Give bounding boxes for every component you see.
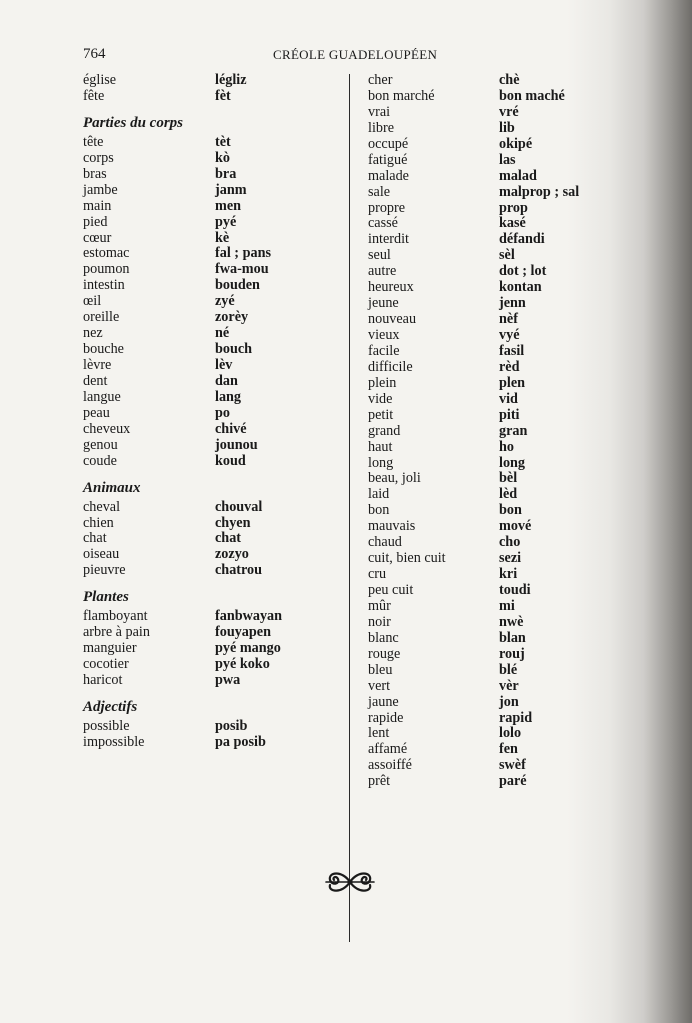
french-word: possible [83, 717, 130, 734]
vocab-row [83, 454, 338, 470]
vocab-row [368, 169, 628, 185]
french-word: cuit, bien cuit [368, 550, 446, 567]
french-word: facile [368, 342, 400, 359]
creole-word: chat [215, 530, 242, 547]
vocab-row [83, 183, 338, 199]
french-word: cru [368, 566, 387, 583]
creole-word: chivé [215, 420, 247, 437]
french-word: jeune [368, 295, 399, 312]
fleuron-ornament-icon [322, 866, 378, 898]
french-word: nouveau [368, 311, 417, 328]
vocab-row [83, 547, 338, 563]
french-word: mauvais [368, 518, 416, 535]
french-word: malade [368, 167, 409, 184]
vocab-row [368, 487, 628, 503]
vocab-row [368, 216, 628, 232]
creole-word: blan [499, 629, 526, 646]
vocab-row [368, 121, 628, 137]
creole-word: vèr [499, 677, 519, 694]
creole-word: lolo [499, 725, 522, 742]
creole-word: kò [215, 149, 230, 166]
vocab-row [83, 199, 338, 215]
running-title: CRÉOLE GUADELOUPÉEN [273, 47, 438, 62]
creole-word: plen [499, 374, 526, 391]
vocab-row [83, 342, 338, 358]
french-word: cœur [83, 229, 112, 246]
french-word: coude [83, 452, 117, 469]
creole-word: défandi [499, 231, 545, 248]
vocab-row [368, 201, 628, 217]
creole-word: rouj [499, 645, 525, 662]
vocab-row [83, 531, 338, 547]
french-word: peu cuit [368, 582, 414, 598]
french-word: langue [83, 388, 121, 405]
french-word: cocotier [83, 656, 129, 673]
vocab-row [368, 185, 628, 201]
vocab-row [368, 153, 628, 169]
vocab-row [368, 615, 628, 631]
creole-word: nèf [499, 311, 518, 328]
creole-word: lèv [215, 357, 233, 373]
french-word: haut [368, 438, 393, 455]
vocab-row [368, 264, 628, 280]
creole-word: pwa [215, 672, 241, 688]
french-word: fête [83, 87, 105, 104]
french-word: vert [368, 677, 391, 694]
creole-word: cho [499, 534, 521, 551]
french-word: dent [83, 372, 108, 389]
creole-word: gran [499, 422, 528, 439]
french-word: prêt [368, 773, 391, 790]
creole-word: sèl [499, 247, 515, 264]
column-divider [349, 74, 350, 942]
vocab-row [368, 424, 628, 440]
creole-word: kasé [499, 215, 526, 232]
french-word: arbre à pain [83, 624, 150, 641]
creole-word: malad [499, 167, 537, 184]
creole-word: mi [499, 597, 515, 614]
creole-word: dan [215, 372, 238, 389]
french-word: mûr [368, 597, 391, 614]
vocab-row [83, 500, 338, 516]
section-heading: Plantes [83, 589, 129, 606]
french-word: bleu [368, 661, 393, 678]
french-word: noir [368, 613, 391, 630]
vocab-row [83, 719, 338, 735]
vocab-row [368, 137, 628, 153]
vocab-row [83, 422, 338, 438]
vocab-row [83, 657, 338, 673]
creole-word: nwè [499, 613, 524, 630]
french-word: chaud [368, 534, 402, 551]
french-word: assoiffé [368, 757, 412, 774]
vocab-row [368, 89, 628, 105]
vocab-row [368, 726, 628, 742]
french-word: bon marché [368, 87, 435, 104]
vocab-row [368, 376, 628, 392]
vocab-row [368, 328, 628, 344]
creole-word: sezi [499, 550, 522, 567]
french-word: vrai [368, 103, 391, 120]
vocab-row [83, 673, 338, 689]
french-word: beau, joli [368, 470, 421, 487]
french-word: grand [368, 422, 401, 439]
french-word: chat [83, 530, 107, 547]
french-word: laid [368, 486, 390, 503]
vocab-row [83, 89, 338, 105]
creole-word: malprop ; sal [499, 183, 580, 200]
french-word: heureux [368, 279, 414, 296]
creole-word: chouval [215, 498, 263, 515]
french-word: bouche [83, 341, 124, 358]
creole-word: swèf [499, 757, 526, 774]
vocab-row [368, 344, 628, 360]
french-word: seul [368, 247, 391, 264]
vocab-row [368, 519, 628, 535]
vocab-row [368, 312, 628, 328]
vocab-row [368, 663, 628, 679]
french-word: œil [83, 293, 102, 310]
creole-word: ho [499, 438, 514, 455]
vocab-row [368, 551, 628, 567]
french-word: propre [368, 199, 406, 216]
creole-word: paré [499, 773, 527, 790]
vocab-row [368, 503, 628, 519]
vocab-row [83, 516, 338, 532]
creole-word: kontan [499, 279, 542, 296]
creole-word: bon maché [499, 87, 565, 104]
creole-word: kè [215, 229, 230, 246]
french-word: lent [368, 725, 390, 742]
french-word: cher [368, 72, 393, 88]
right-column [368, 73, 628, 790]
vocab-row [83, 246, 338, 262]
french-word: libre [368, 119, 394, 136]
vocab-row [83, 151, 338, 167]
creole-word: tèt [215, 133, 231, 150]
vocab-row [368, 647, 628, 663]
creole-word: lang [215, 388, 242, 405]
vocab-row [83, 231, 338, 247]
french-word: vide [368, 390, 393, 407]
vocab-row [368, 711, 628, 727]
french-word: interdit [368, 231, 409, 248]
vocab-row [368, 742, 628, 758]
vocab-row [368, 280, 628, 296]
creole-word: men [215, 197, 242, 214]
french-word: vieux [368, 327, 400, 343]
creole-word: okipé [499, 135, 533, 152]
french-word: bras [83, 165, 107, 182]
creole-word: vré [499, 103, 519, 120]
vocab-row [368, 599, 628, 615]
french-word: petit [368, 406, 394, 423]
creole-word: fèt [215, 87, 231, 104]
creole-word: lib [499, 119, 515, 136]
vocab-row [83, 735, 338, 751]
creole-word: mové [499, 518, 532, 535]
french-word: long [368, 454, 394, 471]
vocab-row [368, 105, 628, 121]
french-word: corps [83, 149, 114, 166]
vocab-row [83, 625, 338, 641]
creole-word: lèd [499, 486, 518, 503]
vocab-row [83, 358, 338, 374]
vocab-row [83, 278, 338, 294]
section-heading: Adjectifs [83, 698, 138, 715]
vocab-row [83, 374, 338, 390]
page-header [83, 46, 643, 66]
vocab-row [368, 440, 628, 456]
french-word: difficile [368, 358, 413, 375]
vocab-row [83, 294, 338, 310]
vocab-row [83, 135, 338, 151]
french-word: autre [368, 263, 397, 280]
creole-word: posib [215, 717, 248, 734]
french-word: manguier [83, 640, 137, 657]
french-word: poumon [83, 261, 130, 278]
creole-word: bouch [215, 341, 253, 358]
creole-word: chyen [215, 514, 251, 531]
section-heading: Animaux [83, 479, 141, 496]
vocab-row [83, 438, 338, 454]
vocab-row [83, 326, 338, 342]
vocab-row [83, 310, 338, 326]
french-word: rapide [368, 709, 404, 726]
vocab-row [368, 73, 628, 89]
creole-word: chatrou [215, 562, 263, 579]
french-word: peau [83, 404, 110, 421]
vocab-row [83, 563, 338, 579]
vocab-row [83, 390, 338, 406]
creole-word: pyé [215, 213, 237, 230]
vocab-row [83, 609, 338, 625]
french-word: main [83, 197, 112, 214]
creole-word: chè [499, 72, 520, 88]
french-word: affamé [368, 741, 408, 758]
vocab-row [368, 631, 628, 647]
creole-word: fen [499, 741, 518, 758]
french-word: intestin [83, 277, 125, 294]
french-word: sale [368, 183, 391, 200]
creole-word: zorèy [215, 309, 249, 326]
french-word: pieuvre [83, 562, 126, 579]
french-word: jambe [83, 181, 118, 198]
french-word: pied [83, 213, 108, 230]
vocab-row [368, 471, 628, 487]
creole-word: bra [215, 165, 237, 182]
creole-word: koud [215, 452, 246, 469]
french-word: tête [83, 133, 104, 150]
creole-word: long [499, 454, 526, 471]
creole-word: pyé koko [215, 656, 270, 673]
french-word: impossible [83, 733, 145, 750]
creole-word: toudi [499, 582, 531, 598]
vocab-row [368, 758, 628, 774]
vocab-row [83, 262, 338, 278]
creole-word: jenn [499, 295, 526, 312]
creole-word: fouyapen [215, 624, 271, 641]
vocab-row [368, 408, 628, 424]
vocab-row [368, 360, 628, 376]
vocab-row [368, 774, 628, 790]
french-word: blanc [368, 629, 399, 646]
creole-word: blé [499, 661, 518, 678]
french-word: estomac [83, 245, 130, 262]
vocab-row [368, 535, 628, 551]
creole-word: vid [499, 390, 518, 407]
creole-word: prop [499, 199, 528, 216]
creole-word: vyé [499, 327, 520, 343]
creole-word: bon [499, 502, 522, 519]
french-word: plein [368, 374, 397, 391]
french-word: oreille [83, 309, 120, 326]
creole-word: janm [215, 181, 247, 198]
vocab-row [368, 232, 628, 248]
vocab-row [83, 406, 338, 422]
creole-word: po [215, 404, 230, 421]
vocab-row [368, 248, 628, 264]
creole-word: né [215, 325, 230, 342]
french-word: occupé [368, 135, 409, 152]
french-word: jaune [368, 693, 399, 710]
french-word: bon [368, 502, 390, 519]
french-word: fatigué [368, 151, 408, 168]
french-word: nez [83, 325, 103, 342]
creole-word: zozyo [215, 546, 249, 563]
left-column [83, 73, 338, 751]
page-number: 764 [83, 46, 106, 62]
creole-word: jounou [215, 436, 258, 453]
creole-word: las [499, 151, 516, 168]
french-word: rouge [368, 645, 401, 662]
french-word: cheval [83, 498, 121, 515]
vocab-row [368, 296, 628, 312]
vocab-row [83, 73, 338, 89]
vocab-row [368, 695, 628, 711]
french-word: cheveux [83, 420, 131, 437]
vocab-row [83, 167, 338, 183]
vocab-row [368, 392, 628, 408]
creole-word: fasil [499, 342, 525, 359]
creole-word: bèl [499, 470, 518, 487]
vocab-row [368, 456, 628, 472]
vocab-row [368, 583, 628, 599]
french-word: flamboyant [83, 608, 148, 625]
vocab-row [83, 215, 338, 231]
creole-word: pa posib [215, 733, 266, 750]
creole-word: rèd [499, 358, 520, 375]
french-word: lèvre [83, 357, 112, 373]
french-word: oiseau [83, 546, 120, 563]
creole-word: fal ; pans [215, 245, 271, 262]
french-word: chien [83, 514, 114, 531]
creole-word: zyé [215, 293, 235, 310]
section-heading: Parties du corps [83, 114, 184, 131]
creole-word: piti [499, 406, 520, 423]
creole-word: kri [499, 566, 518, 583]
creole-word: fanbwayan [215, 608, 283, 625]
vocab-row [83, 641, 338, 657]
creole-word: bouden [215, 277, 260, 294]
vocab-row [368, 567, 628, 583]
french-word: cassé [368, 215, 398, 232]
creole-word: pyé mango [215, 640, 281, 657]
creole-word: rapid [499, 709, 533, 726]
creole-word: fwa-mou [215, 261, 269, 278]
french-word: genou [83, 436, 118, 453]
french-word: haricot [83, 672, 123, 688]
creole-word: légliz [215, 72, 247, 88]
creole-word: jon [499, 693, 519, 710]
creole-word: dot ; lot [499, 263, 547, 280]
vocab-row [368, 679, 628, 695]
french-word: église [83, 72, 117, 88]
